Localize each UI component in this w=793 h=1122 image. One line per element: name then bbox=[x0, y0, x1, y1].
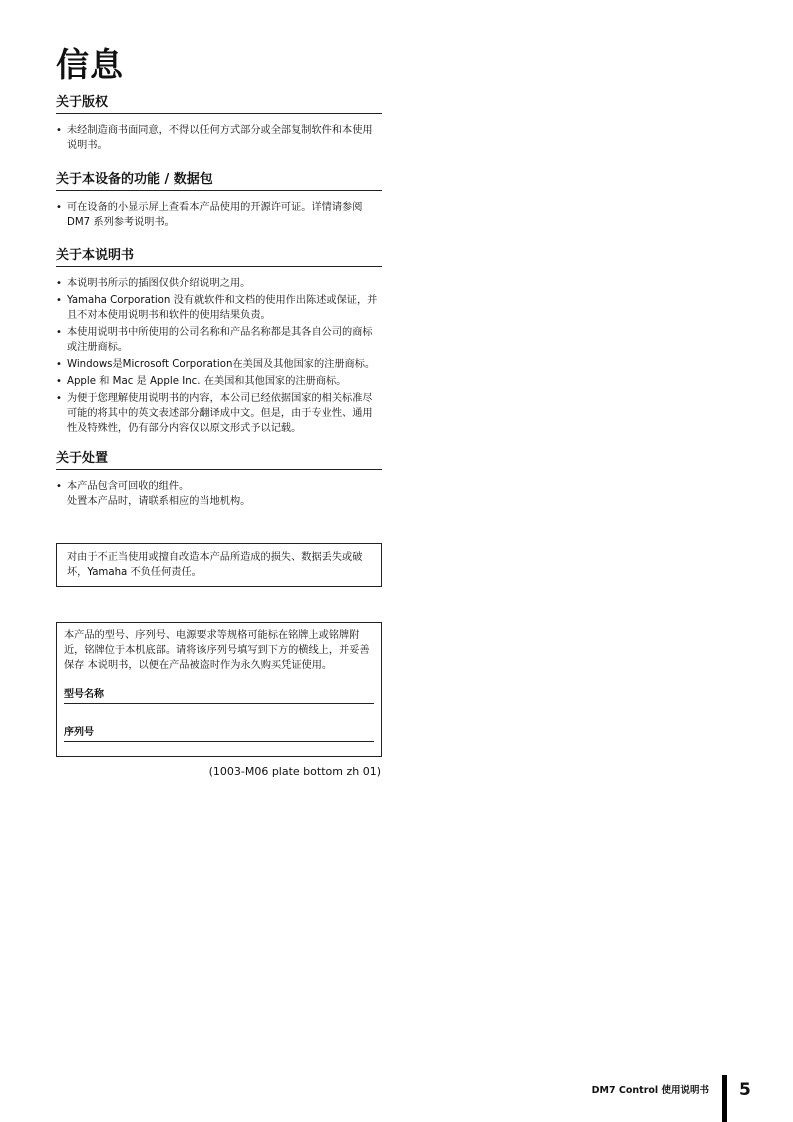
list-item bbox=[56, 479, 382, 509]
nameplate-box bbox=[56, 622, 382, 757]
list-item bbox=[56, 374, 382, 389]
disclaimer-text: 对由于不正当使用或擅自改造本产品所造成的损失、数据丢失或破坏，Yamaha 不负任何责任。 bbox=[67, 552, 363, 578]
list-item-text: 为便于您理解使用说明书的内容，本公司已经依据国家的相关标准尽可能的将其中的英文表述部分翻译成中文。但是，由于专业性、通用性及特殊性，仍有部分内容仅以原文形式予以记载。 bbox=[67, 393, 373, 434]
bullet-list-functions bbox=[56, 200, 382, 230]
bullet-icon: • bbox=[56, 327, 62, 338]
section-disposal bbox=[56, 450, 382, 509]
bullet-icon: • bbox=[56, 202, 62, 213]
model-name-field: 型号名称 bbox=[64, 687, 374, 704]
bullet-icon: • bbox=[56, 393, 62, 404]
list-item-text: 本产品包含可回收的组件。 bbox=[67, 481, 190, 492]
section-functions bbox=[56, 171, 382, 230]
page-title: 信息 bbox=[56, 45, 124, 84]
bullet-icon: • bbox=[56, 278, 62, 289]
page-number: 5 bbox=[739, 1080, 751, 1100]
list-item-text: 可在设备的小显示屏上查看本产品使用的开源许可证。详情请参阅 DM7 系列参考说明书。 bbox=[67, 202, 363, 228]
list-item-text: 本使用说明书中所使用的公司名称和产品名称都是其各自公司的商标或注册商标。 bbox=[67, 327, 373, 353]
bullet-icon: • bbox=[56, 376, 62, 387]
list-item-text: Apple 和 Mac 是 Apple Inc. 在美国和其他国家的注册商标。 bbox=[67, 376, 347, 387]
section-heading-disposal: 关于处置 bbox=[56, 450, 382, 470]
nameplate-text: 本产品的型号、序列号、电源要求等规格可能标在铭牌上或铭牌附近，铭牌位于本机底部。请将该序列号填写到下方的横线上，并妥善保存 本说明书，以便在产品被盗时作为永久购买凭证使用。 bbox=[64, 630, 370, 671]
bullet-icon: • bbox=[56, 481, 62, 492]
bullet-icon: • bbox=[56, 359, 62, 370]
list-item bbox=[56, 325, 382, 355]
list-item bbox=[56, 293, 382, 323]
footer-manual-title: DM7 Control 使用说明书 bbox=[591, 1085, 709, 1096]
section-heading-manual: 关于本说明书 bbox=[56, 247, 382, 267]
list-item-text: Windows是Microsoft Corporation在美国及其他国家的注册商标。 bbox=[67, 359, 376, 370]
list-item bbox=[56, 276, 382, 291]
list-item bbox=[56, 357, 382, 372]
list-item-text: 本说明书所示的插图仅供介绍说明之用。 bbox=[67, 278, 251, 289]
bullet-list-copyright bbox=[56, 123, 382, 153]
bullet-list-disposal bbox=[56, 479, 382, 509]
list-item-text: 未经制造商书面同意，不得以任何方式部分或全部复制软件和本使用说明书。 bbox=[67, 125, 373, 151]
bullet-list-manual bbox=[56, 276, 382, 436]
list-item bbox=[56, 200, 382, 230]
disclaimer-box bbox=[56, 543, 382, 587]
list-item bbox=[56, 391, 382, 436]
section-heading-copyright: 关于版权 bbox=[56, 94, 382, 114]
serial-number-field: 序列号 bbox=[64, 725, 374, 742]
bullet-icon: • bbox=[56, 295, 62, 306]
section-heading-functions: 关于本设备的功能 / 数据包 bbox=[56, 171, 382, 191]
plate-code: (1003-M06 plate bottom zh 01) bbox=[208, 765, 381, 778]
content-column bbox=[56, 94, 382, 779]
section-copyright bbox=[56, 94, 382, 153]
list-item-text-continued: 处置本产品时，请联系相应的当地机构。 bbox=[67, 496, 251, 507]
footer-divider-bar bbox=[722, 1075, 727, 1122]
list-item-text: Yamaha Corporation 没有就软件和文档的使用作出陈述或保证，并且不对本使用说明书和软件的使用结果负责。 bbox=[67, 295, 378, 321]
bullet-icon: • bbox=[56, 125, 62, 136]
section-manual bbox=[56, 247, 382, 436]
list-item bbox=[56, 123, 382, 153]
